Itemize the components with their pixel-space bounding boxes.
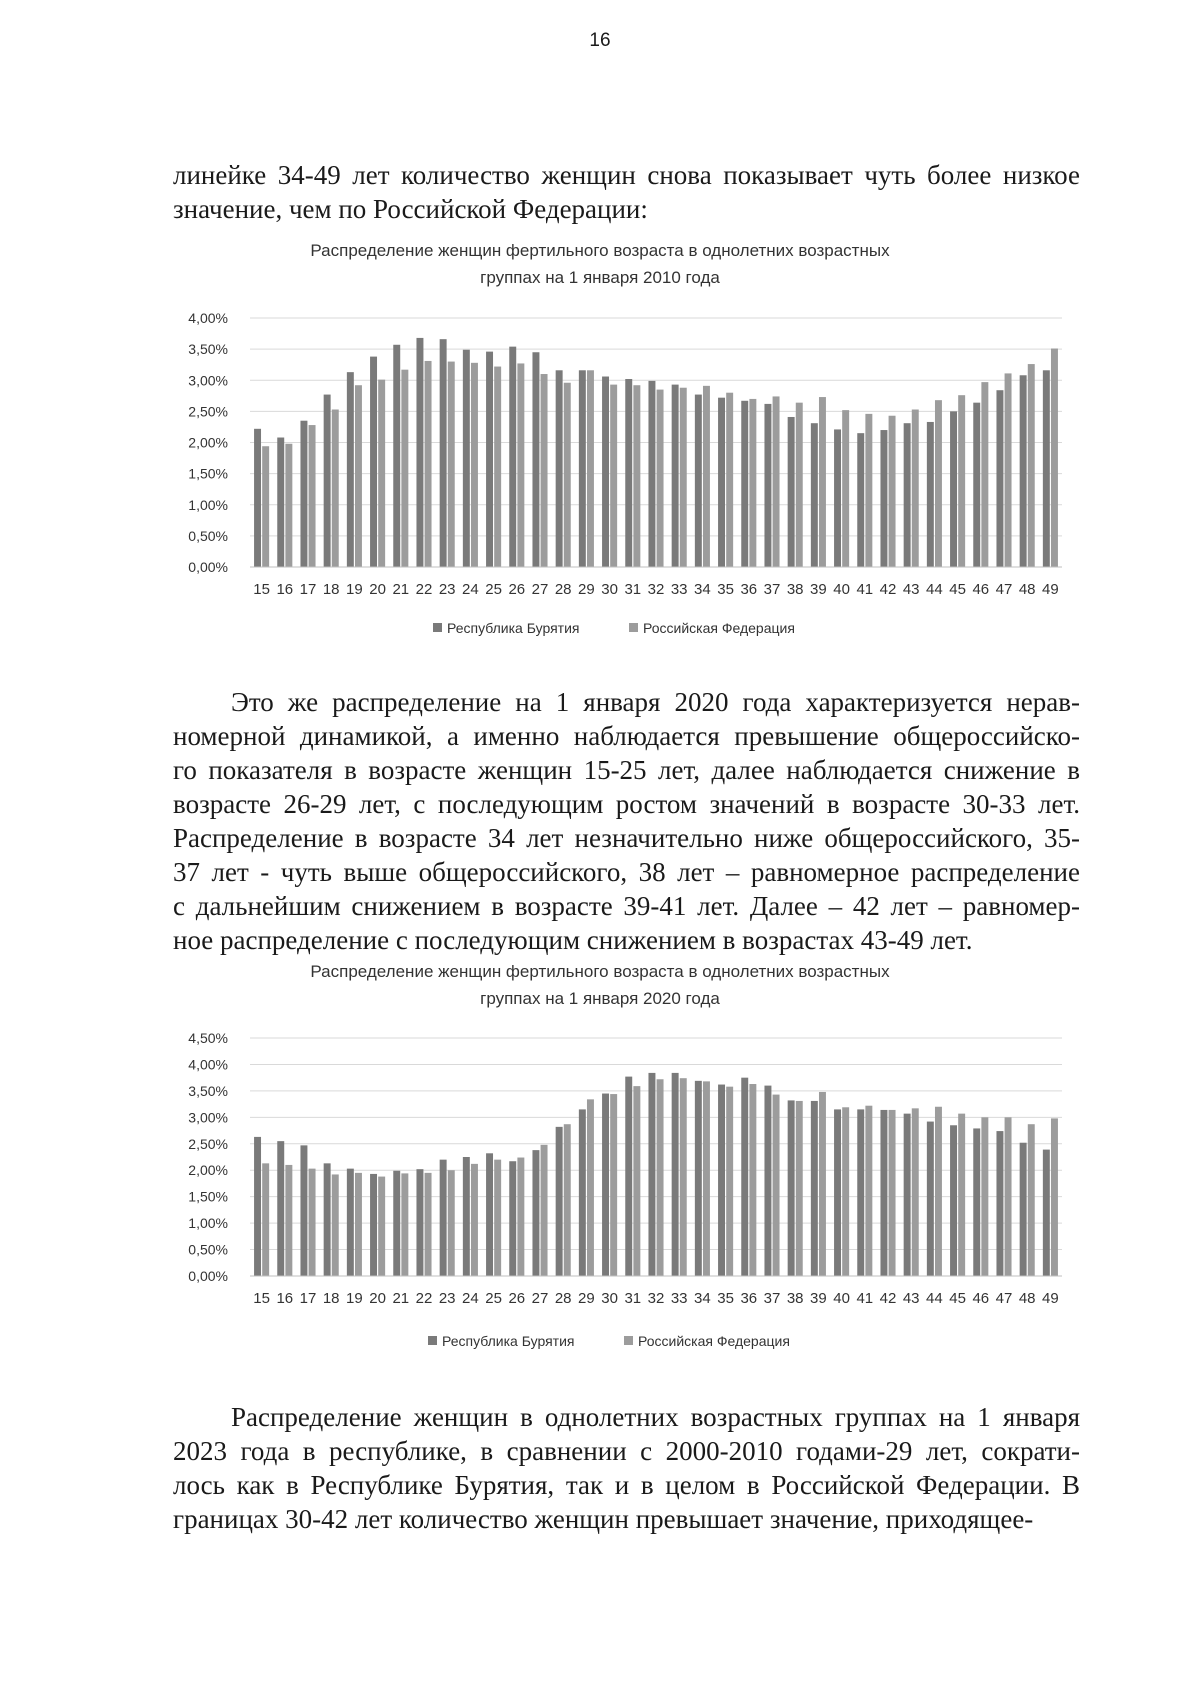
x-tick-label: 27 [531,581,549,598]
bar-russia-39 [819,1092,826,1276]
bar-russia-24 [471,1164,478,1276]
x-tick-label: 25 [485,1290,502,1307]
bar-buryatia-22 [416,1169,423,1276]
bar-russia-20 [378,380,385,567]
x-tick-label: 23 [438,1290,456,1307]
x-tick-label: 21 [392,581,410,598]
bar-buryatia-48 [1020,1143,1027,1276]
x-tick-label: 49 [1042,581,1059,598]
bar-russia-25 [494,367,501,567]
x-tick-label: 21 [392,1290,410,1307]
bar-buryatia-30 [602,1094,609,1276]
bar-buryatia-28 [556,370,563,567]
bar-buryatia-23 [440,1160,447,1276]
x-tick-label: 16 [276,1290,294,1307]
chart-svg [0,955,1200,1355]
paragraph-line: 37 лет - чуть выше общероссийского, 38 лет – равномерное распределение [173,857,1080,887]
bar-russia-18 [332,410,339,567]
bar-buryatia-20 [370,357,377,567]
bar-russia-33 [680,388,687,567]
x-tick-label: 19 [346,581,363,598]
x-tick-label: 28 [554,581,572,598]
bar-buryatia-47 [996,1131,1003,1276]
x-tick-label: 45 [949,1290,966,1307]
y-tick-label: 2,50% [188,1135,228,1152]
x-tick-label: 39 [810,1290,827,1307]
bar-russia-25 [494,1160,501,1276]
bar-buryatia-44 [927,1122,934,1276]
bar-russia-37 [773,396,780,567]
bar-russia-34 [703,386,710,567]
bar-russia-36 [749,399,756,567]
x-tick-label: 48 [1018,1290,1036,1307]
bar-russia-23 [448,1170,455,1276]
bar-russia-48 [1028,364,1035,567]
x-tick-label: 43 [902,1290,920,1307]
bar-buryatia-47 [996,390,1003,567]
x-tick-label: 15 [253,1290,270,1307]
bar-buryatia-16 [277,1141,284,1276]
bar-buryatia-39 [811,423,818,567]
x-tick-label: 29 [578,1290,595,1307]
y-tick-label: 0,50% [188,1241,228,1258]
bar-russia-32 [657,390,664,567]
x-tick-label: 47 [995,581,1013,598]
legend-swatch-russia [624,1336,633,1345]
chart-2010 [0,238,1200,638]
bar-russia-29 [587,1099,594,1276]
x-tick-label: 35 [717,581,734,598]
bar-russia-44 [935,1107,942,1276]
x-tick-label: 20 [369,1290,386,1307]
x-tick-label: 24 [462,1290,479,1307]
bar-russia-40 [842,1107,849,1276]
paragraph-line: 2023 года в республике, в сравнении с 2000-2010 годами-29 лет, сократи- [173,1436,1080,1466]
bar-buryatia-37 [764,1086,771,1276]
paragraph-intro [173,158,1080,226]
x-tick-label: 25 [485,581,502,598]
x-tick-label: 42 [879,1290,897,1307]
bar-buryatia-15 [254,1137,261,1276]
bar-russia-17 [309,1169,316,1276]
bar-russia-46 [981,382,988,567]
bar-buryatia-26 [509,1161,516,1276]
bar-russia-39 [819,397,826,567]
x-tick-label: 18 [322,1290,340,1307]
bar-russia-42 [889,1110,896,1276]
bar-russia-15 [262,1163,269,1276]
bar-russia-21 [401,370,408,567]
y-tick-label: 0,00% [188,559,228,575]
bar-buryatia-40 [834,429,841,567]
bar-russia-41 [865,414,872,567]
bar-russia-18 [332,1174,339,1276]
bar-russia-26 [517,1158,524,1276]
paragraph-2020-description [173,685,1080,957]
bar-buryatia-19 [347,372,354,567]
page-number: 16 [589,30,611,51]
bar-buryatia-41 [857,1109,864,1276]
bar-buryatia-46 [973,403,980,567]
paragraph-line: Распределение в возрасте 34 лет незначительно ниже общероссийского, 35- [173,823,1080,853]
bar-buryatia-42 [880,1110,887,1276]
paragraph-line: номерной динамикой, а именно наблюдается превышение общероссийско- [173,721,1080,751]
bar-russia-29 [587,370,594,567]
x-tick-label: 42 [879,581,897,598]
y-tick-label: 4,50% [188,1030,228,1046]
bar-russia-49 [1051,1118,1058,1276]
bar-buryatia-15 [254,429,261,567]
x-tick-label: 30 [601,1290,618,1307]
x-tick-label: 34 [694,581,711,598]
bar-russia-45 [958,1114,965,1276]
x-tick-label: 47 [995,1290,1013,1307]
bar-buryatia-32 [648,381,655,567]
bar-buryatia-24 [463,1157,470,1276]
bar-russia-43 [912,1108,919,1276]
x-tick-label: 26 [508,581,526,598]
x-tick-label: 17 [299,581,317,598]
bar-buryatia-44 [927,422,934,567]
bar-russia-48 [1028,1124,1035,1276]
bar-buryatia-31 [625,379,632,567]
y-tick-label: 1,50% [188,465,228,482]
x-tick-label: 38 [786,1290,804,1307]
bar-buryatia-36 [741,401,748,567]
bar-russia-38 [796,1101,803,1276]
bar-russia-38 [796,403,803,567]
bar-buryatia-34 [695,395,702,567]
bar-russia-47 [1005,373,1012,567]
paragraph-line: Распределение женщин в однолетних возрастных группах на 1 января [231,1402,1080,1432]
bar-buryatia-43 [904,423,911,567]
legend-label-buryatia: Республика Бурятия [442,1333,575,1349]
bar-buryatia-20 [370,1174,377,1276]
bar-buryatia-25 [486,1153,493,1276]
x-tick-label: 36 [740,581,758,598]
y-tick-label: 3,50% [188,341,228,358]
bar-russia-16 [285,1165,292,1276]
bar-russia-15 [262,446,269,567]
bar-buryatia-29 [579,370,586,567]
bar-buryatia-27 [532,1150,539,1276]
x-tick-label: 20 [369,581,386,598]
chart-legend [428,1333,790,1349]
bar-buryatia-42 [880,430,887,567]
bar-buryatia-23 [440,339,447,567]
y-tick-label: 3,50% [188,1082,228,1099]
x-tick-label: 17 [299,1290,317,1307]
x-tick-label: 33 [670,581,688,598]
x-tick-label: 22 [415,581,433,598]
bar-russia-35 [726,393,733,567]
chart-title: группах на 1 января 2020 года [480,989,720,1008]
bar-buryatia-31 [625,1077,632,1276]
y-tick-label: 2,00% [188,1162,228,1179]
y-tick-label: 4,00% [188,1056,228,1073]
y-tick-label: 3,00% [188,372,228,389]
x-tick-label: 41 [856,1290,874,1307]
x-tick-label: 23 [438,581,456,598]
bar-buryatia-45 [950,411,957,567]
bar-buryatia-48 [1020,375,1027,567]
legend-swatch-russia [629,623,638,632]
paragraph-line: значение, чем по Российской Федерации: [173,194,648,224]
x-tick-label: 16 [276,581,294,598]
bar-russia-22 [425,361,432,567]
bar-russia-19 [355,1173,362,1276]
bar-buryatia-30 [602,377,609,567]
bar-buryatia-18 [324,1163,331,1276]
bar-russia-40 [842,410,849,567]
bar-russia-22 [425,1173,432,1276]
x-tick-label: 46 [972,581,990,598]
bar-buryatia-33 [672,1073,679,1276]
bar-buryatia-28 [556,1127,563,1276]
x-tick-label: 28 [554,1290,572,1307]
y-tick-label: 0,00% [188,1268,228,1284]
x-tick-label: 43 [902,581,920,598]
bar-buryatia-37 [764,404,771,567]
bar-buryatia-19 [347,1169,354,1276]
bar-russia-43 [912,410,919,567]
legend-label-buryatia: Республика Бурятия [447,620,580,636]
x-tick-label: 40 [833,581,850,598]
bar-russia-33 [680,1078,687,1276]
x-tick-label: 18 [322,581,340,598]
bar-buryatia-36 [741,1078,748,1276]
y-tick-label: 1,00% [188,496,228,513]
x-tick-label: 32 [647,1290,665,1307]
x-tick-label: 31 [624,581,642,598]
bar-buryatia-27 [532,352,539,567]
x-tick-label: 40 [833,1290,850,1307]
x-tick-label: 37 [763,581,781,598]
y-tick-label: 2,50% [188,403,228,420]
bar-russia-46 [981,1117,988,1276]
bar-russia-16 [285,444,292,567]
bar-russia-28 [564,1124,571,1276]
x-tick-label: 19 [346,1290,363,1307]
bar-russia-42 [889,416,896,567]
chart-title: Распределение женщин фертильного возраста в однолетних возрастных [310,241,890,260]
paragraph-line: линейке 34-49 лет количество женщин снова показывает чуть более низкое [173,160,1080,190]
bar-russia-34 [703,1081,710,1276]
x-tick-label: 26 [508,1290,526,1307]
y-tick-label: 1,00% [188,1215,228,1232]
bar-buryatia-21 [393,1171,400,1276]
chart-legend [433,620,795,636]
y-tick-label: 0,50% [188,527,228,544]
paragraph-line: с дальнейшим снижением в возрасте 39-41 лет. Далее – 42 лет – равномер- [173,891,1080,921]
x-tick-label: 48 [1018,581,1036,598]
paragraph-line: лось как в Республике Бурятия, так и в целом в Российской Федерации. В [173,1470,1080,1500]
bar-russia-35 [726,1087,733,1276]
bar-russia-44 [935,400,942,567]
paragraph-line: возрасте 26-29 лет, с последующим ростом значений в возрасте 30-33 лет. [173,789,1080,819]
y-tick-label: 3,00% [188,1109,228,1126]
bar-buryatia-38 [788,1100,795,1276]
paragraph-line: ное распределение с последующим снижением в возрастах 43-49 лет. [173,925,973,955]
bar-russia-26 [517,363,524,567]
bar-russia-19 [355,385,362,567]
paragraph-line: го показателя в возрасте женщин 15-25 лет, далее наблюдается снижение в [173,755,1080,785]
bar-buryatia-32 [648,1073,655,1276]
bar-russia-20 [378,1177,385,1276]
bar-buryatia-46 [973,1128,980,1276]
y-tick-label: 4,00% [188,310,228,326]
bar-buryatia-22 [416,338,423,567]
bar-buryatia-18 [324,395,331,567]
bar-russia-30 [610,385,617,567]
bar-russia-30 [610,1094,617,1276]
bar-russia-47 [1005,1117,1012,1276]
bar-russia-36 [749,1084,756,1276]
legend-label-russia: Российская Федерация [638,1333,790,1349]
bar-buryatia-40 [834,1109,841,1276]
x-tick-label: 44 [926,581,943,598]
bar-buryatia-38 [788,417,795,567]
legend-swatch-buryatia [433,623,442,632]
x-tick-label: 31 [624,1290,642,1307]
bar-russia-37 [773,1095,780,1276]
x-tick-label: 41 [856,581,874,598]
x-tick-label: 46 [972,1290,990,1307]
x-tick-label: 34 [694,1290,711,1307]
bar-russia-23 [448,362,455,567]
chart-svg [0,238,1200,638]
bar-russia-49 [1051,349,1058,567]
bar-buryatia-17 [300,1145,307,1276]
bar-buryatia-26 [509,347,516,567]
x-tick-label: 30 [601,581,618,598]
x-tick-label: 35 [717,1290,734,1307]
bar-buryatia-24 [463,350,470,567]
bar-russia-24 [471,363,478,567]
chart-title: Распределение женщин фертильного возраста в однолетних возрастных [310,962,890,981]
bar-russia-45 [958,395,965,567]
paragraph-line: Это же распределение на 1 января 2020 года характеризуется нерав- [231,687,1080,717]
x-tick-label: 36 [740,1290,758,1307]
bar-buryatia-21 [393,345,400,567]
bar-buryatia-41 [857,433,864,567]
x-tick-label: 39 [810,581,827,598]
bar-russia-41 [865,1106,872,1276]
x-tick-label: 27 [531,1290,549,1307]
bar-buryatia-35 [718,1085,725,1276]
x-tick-label: 44 [926,1290,943,1307]
bar-russia-31 [633,1086,640,1276]
bar-buryatia-45 [950,1125,957,1276]
bar-russia-28 [564,383,571,567]
y-tick-label: 2,00% [188,434,228,451]
bar-russia-21 [401,1173,408,1276]
y-tick-label: 1,50% [188,1188,228,1205]
paragraph-line: границах 30-42 лет количество женщин превышает значение, приходящее- [173,1504,1034,1534]
legend-label-russia: Российская Федерация [643,620,795,636]
bar-buryatia-33 [672,385,679,567]
x-tick-label: 45 [949,581,966,598]
bar-russia-27 [541,1145,548,1276]
x-tick-label: 37 [763,1290,781,1307]
bar-buryatia-49 [1043,1150,1050,1276]
bar-buryatia-17 [300,421,307,567]
bar-russia-27 [541,374,548,567]
chart-title: группах на 1 января 2010 года [480,268,720,287]
x-tick-label: 33 [670,1290,688,1307]
bar-russia-31 [633,385,640,567]
chart-2020 [0,955,1200,1355]
bar-russia-17 [309,425,316,567]
x-tick-label: 49 [1042,1290,1059,1307]
bar-buryatia-49 [1043,370,1050,567]
x-tick-label: 15 [253,581,270,598]
x-tick-label: 24 [462,581,479,598]
bar-buryatia-39 [811,1101,818,1276]
paragraph-2023-description [173,1400,1080,1536]
bar-buryatia-35 [718,398,725,567]
bar-buryatia-25 [486,352,493,567]
bar-buryatia-34 [695,1081,702,1276]
legend-swatch-buryatia [428,1336,437,1345]
x-tick-label: 22 [415,1290,433,1307]
x-tick-label: 29 [578,581,595,598]
bar-russia-32 [657,1079,664,1276]
x-tick-label: 32 [647,581,665,598]
bar-buryatia-16 [277,438,284,567]
x-tick-label: 38 [786,581,804,598]
bar-buryatia-29 [579,1109,586,1276]
bar-buryatia-43 [904,1114,911,1276]
